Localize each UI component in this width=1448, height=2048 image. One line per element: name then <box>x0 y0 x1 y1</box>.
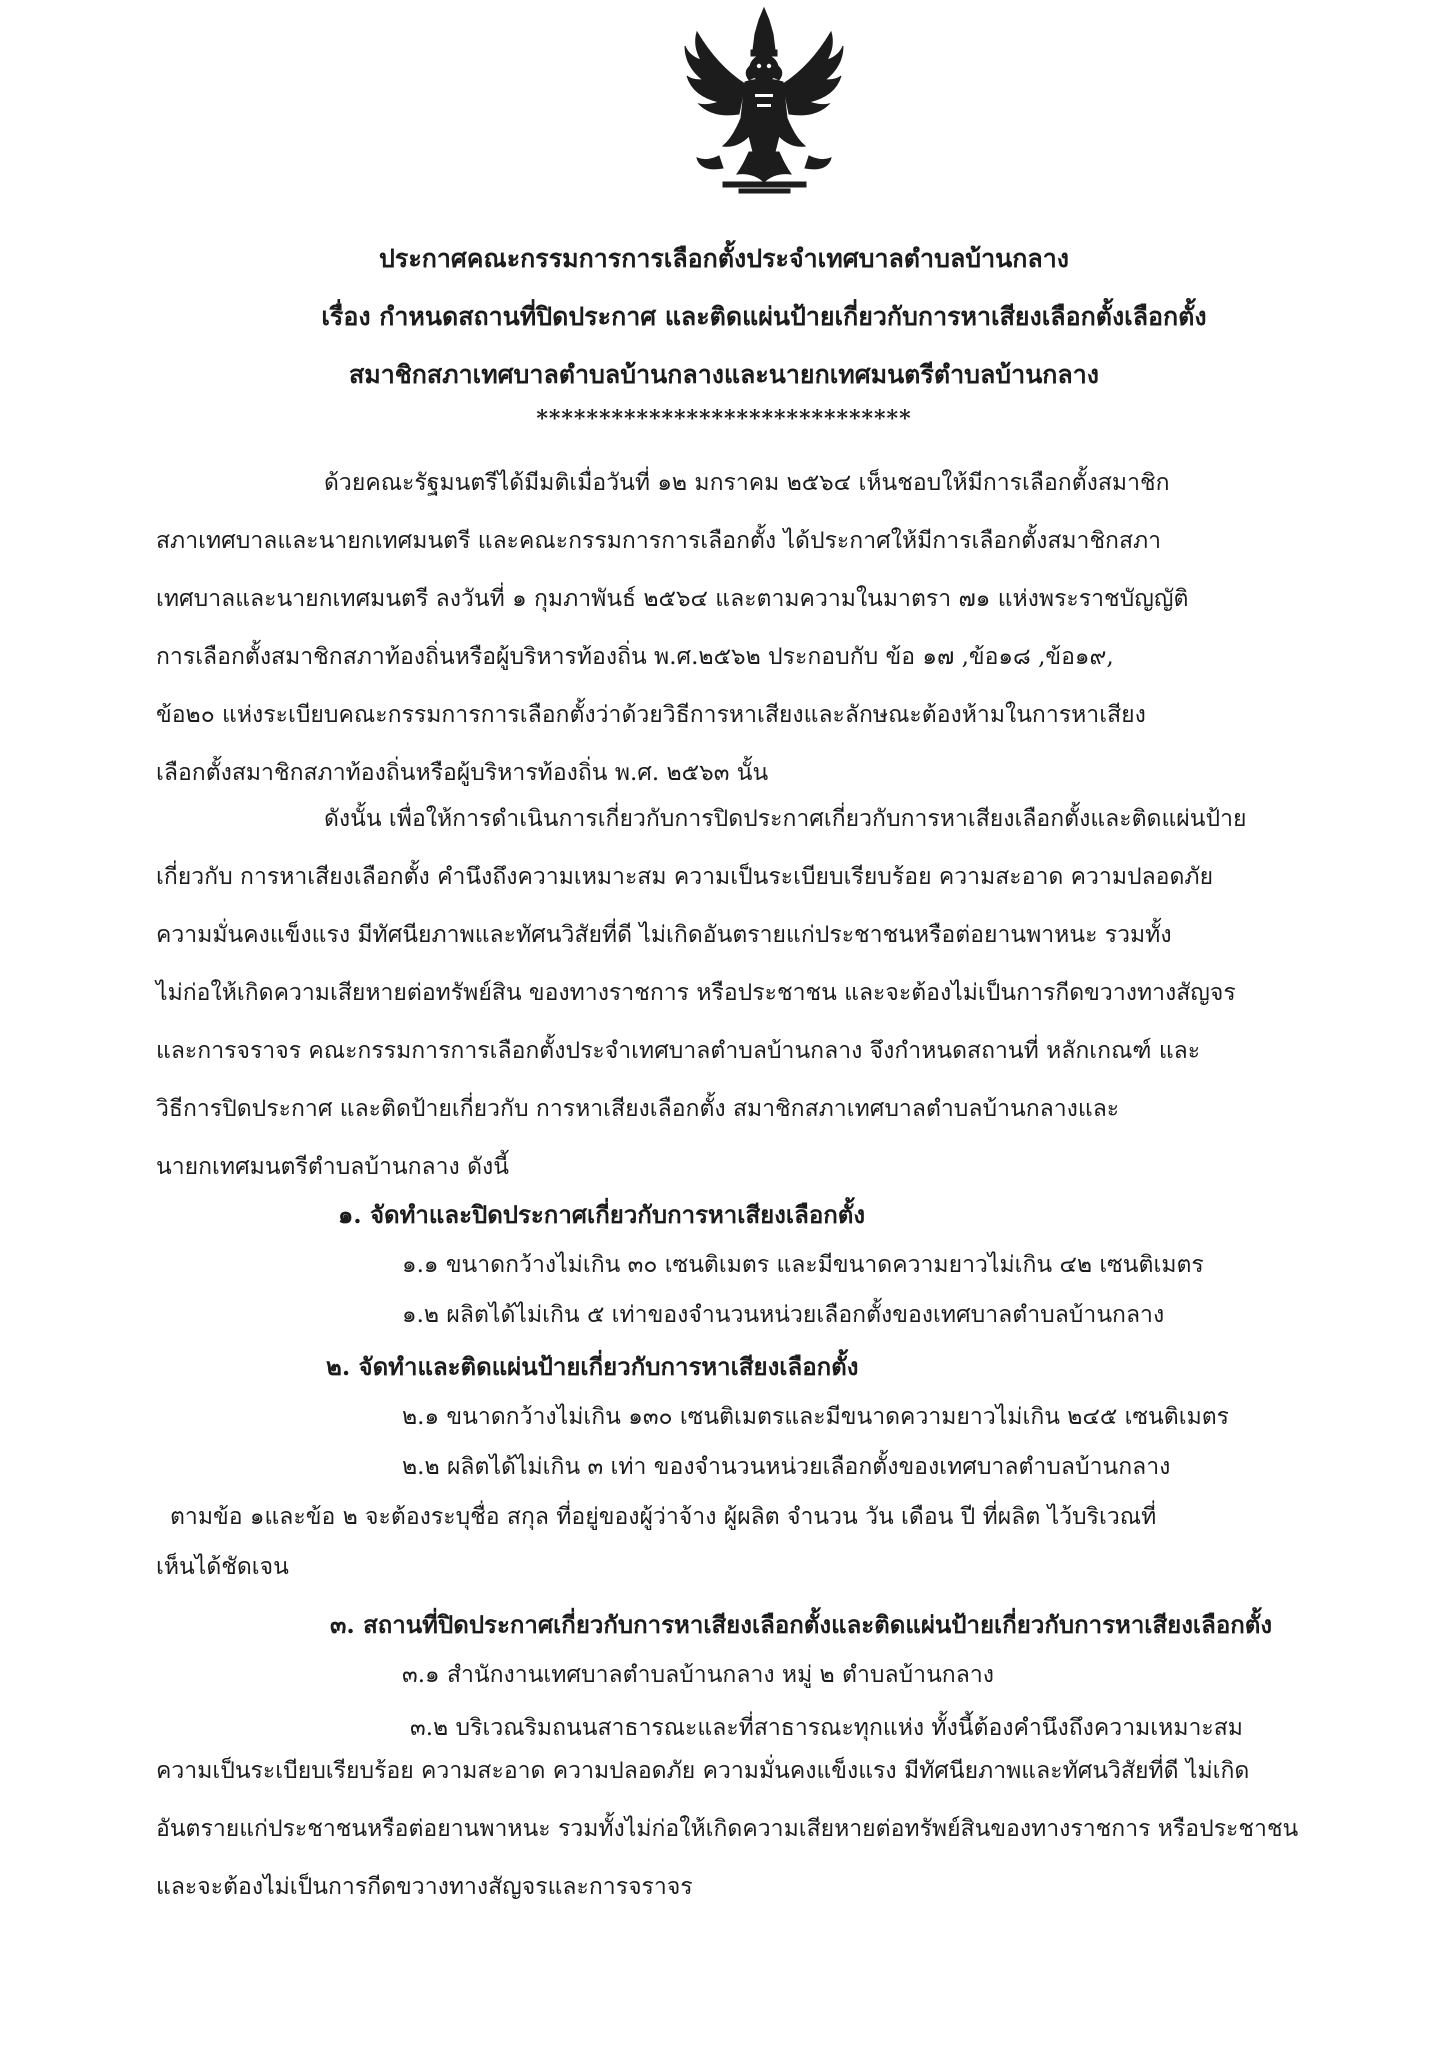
paragraph-line: ดังนั้น เพื่อให้การดำเนินการเกี่ยวกับการปิดประกาศเกี่ยวกับการหาเสียงเลือกตั้งและติดแผ่นป้าย <box>324 806 1247 832</box>
section-3-item-2-cont <box>156 1742 1336 1916</box>
paragraph-background <box>156 454 1336 802</box>
announcement-title: ประกาศคณะกรรมการการเลือกตั้งประจำเทศบาลตำบลบ้านกลาง <box>379 244 1069 273</box>
paragraph-line: และจะต้องไม่เป็นการกีดขวางทางสัญจรและการจราจร <box>156 1874 693 1900</box>
paragraph-line: ความเป็นระเบียบเรียบร้อย ความสะอาด ความปลอดภัย ความมั่นคงแข็งแรง มีทัศนียภาพและทัศนวิสัยที่ดี ไม่เกิด <box>156 1758 1250 1784</box>
section-3-title: ๓. สถานที่ปิดประกาศเกี่ยวกับการหาเสียงเลือกตั้งและติดแผ่นป้ายเกี่ยวกับการหาเสียงเลือกตั้ง <box>330 1610 1273 1639</box>
section-2-item-1: ๒.๑ ขนาดกว้างไม่เกิน ๑๓๐ เซนติเมตรและมีขนาดความยาวไม่เกิน ๒๔๕ เซนติเมตร <box>402 1404 1230 1430</box>
paragraph-line: การเลือกตั้งสมาชิกสภาท้องถิ่นหรือผู้บริหารท้องถิ่น พ.ศ.๒๕๖๒ ประกอบกับ ข้อ ๑๗ ,ข้อ๑๘ ,ข้อ๑๙, <box>156 644 1114 670</box>
paragraph-line: ด้วยคณะรัฐมนตรีได้มีมติเมื่อวันที่ ๑๒ มกราคม ๒๕๖๔ เห็นชอบให้มีการเลือกตั้งสมาชิก <box>324 470 1170 496</box>
section-2-item-2: ๒.๒ ผลิตได้ไม่เกิน ๓ เท่า ของจำนวนหน่วยเลือกตั้งของเทศบาลตำบลบ้านกลาง <box>402 1454 1171 1480</box>
paragraph-line: และการจราจร คณะกรรมการการเลือกตั้งประจำเทศบาลตำบลบ้านกลาง จึงกำหนดสถานที่ หลักเกณฑ์ และ <box>156 1038 1201 1064</box>
section-3-item-2: ๓.๒ บริเวณริมถนนสาธารณะและที่สาธารณะทุกแห่ง ทั้งนี้ต้องคำนึงถึงความเหมาะสม <box>410 1715 1243 1741</box>
garuda-emblem-icon <box>683 6 846 196</box>
section-1-title: ๑. จัดทำและปิดประกาศเกี่ยวกับการหาเสียงเลือกตั้ง <box>338 1200 866 1229</box>
paragraph-line: อันตรายแก่ประชาชนหรือต่อยานพาหนะ รวมทั้งไม่ก่อให้เกิดความเสียหายต่อทรัพย์สินของทางราชการ หรือประชาชน <box>156 1816 1299 1842</box>
section-2-title: ๒. จัดทำและติดแผ่นป้ายเกี่ยวกับการหาเสียงเลือกตั้ง <box>326 1352 859 1381</box>
section-3-item-1: ๓.๑ สำนักงานเทศบาลตำบลบ้านกลาง หมู่ ๒ ตำบลบ้านกลาง <box>402 1662 994 1688</box>
section-1-item-2: ๑.๒ ผลิตได้ไม่เกิน ๕ เท่าของจำนวนหน่วยเลือกตั้งของเทศบาลตำบลบ้านกลาง <box>402 1302 1165 1328</box>
paragraph-line: ข้อ๒๐ แห่งระเบียบคณะกรรมการการเลือกตั้งว่าด้วยวิธีการหาเสียงและลักษณะต้องห้ามในการหาเสียง <box>156 702 1146 728</box>
paragraph-line: วิธีการปิดประกาศ และติดป้ายเกี่ยวกับ การหาเสียงเลือกตั้ง สมาชิกสภาเทศบาลตำบลบ้านกลางและ <box>156 1096 1120 1122</box>
announcement-subject-cont: สมาชิกสภาเทศบาลตำบลบ้านกลางและนายกเทศมนตรีตำบลบ้านกลาง <box>349 360 1099 389</box>
paragraph-line: ความมั่นคงแข็งแรง มีทัศนียภาพและทัศนวิสัยที่ดี ไม่เกิดอันตรายแก่ประชาชนหรือต่อยานพาหนะ รวมทั้ง <box>156 922 1172 948</box>
paragraph-line: นายกเทศมนตรีตำบลบ้านกลาง ดังนี้ <box>156 1154 509 1180</box>
paragraph-line: เลือกตั้งสมาชิกสภาท้องถิ่นหรือผู้บริหารท้องถิ่น พ.ศ. ๒๕๖๓ นั้น <box>156 760 769 786</box>
section-2-note: ตามข้อ ๑และข้อ ๒ จะต้องระบุชื่อ สกุล ที่อยู่ของผู้ว่าจ้าง ผู้ผลิต จำนวน วัน เดือน ปี ที่ผลิต ไว้บริเวณที่ <box>170 1504 1157 1530</box>
section-2-note-cont: เห็นได้ชัดเจน <box>156 1554 289 1580</box>
separator: ****************************** <box>536 406 912 432</box>
announcement-subject: เรื่อง กำหนดสถานที่ปิดประกาศ และติดแผ่นป้ายเกี่ยวกับการหาเสียงเลือกตั้งเลือกตั้ง <box>321 302 1207 331</box>
paragraph-line: ไม่ก่อให้เกิดความเสียหายต่อทรัพย์สิน ของทางราชการ หรือประชาชน และจะต้องไม่เป็นการกีดขวางทางสัญจร <box>156 980 1236 1006</box>
paragraph-line: เกี่ยวกับ การหาเสียงเลือกตั้ง คำนึงถึงความเหมาะสม ความเป็นระเบียบเรียบร้อย ความสะอาด ความปลอดภัย <box>156 864 1214 890</box>
paragraph-line: เทศบาลและนายกเทศมนตรี ลงวันที่ ๑ กุมภาพันธ์ ๒๕๖๔ และตามความในมาตรา ๗๑ แห่งพระราชบัญญัติ <box>156 586 1189 612</box>
paragraph-line: สภาเทศบาลและนายกเทศมนตรี และคณะกรรมการการเลือกตั้ง ได้ประกาศให้มีการเลือกตั้งสมาชิกสภา <box>156 528 1162 554</box>
paragraph-purpose <box>156 790 1336 1196</box>
section-1-item-1: ๑.๑ ขนาดกว้างไม่เกิน ๓๐ เซนติเมตร และมีขนาดความยาวไม่เกิน ๔๒ เซนติเมตร <box>402 1252 1204 1278</box>
